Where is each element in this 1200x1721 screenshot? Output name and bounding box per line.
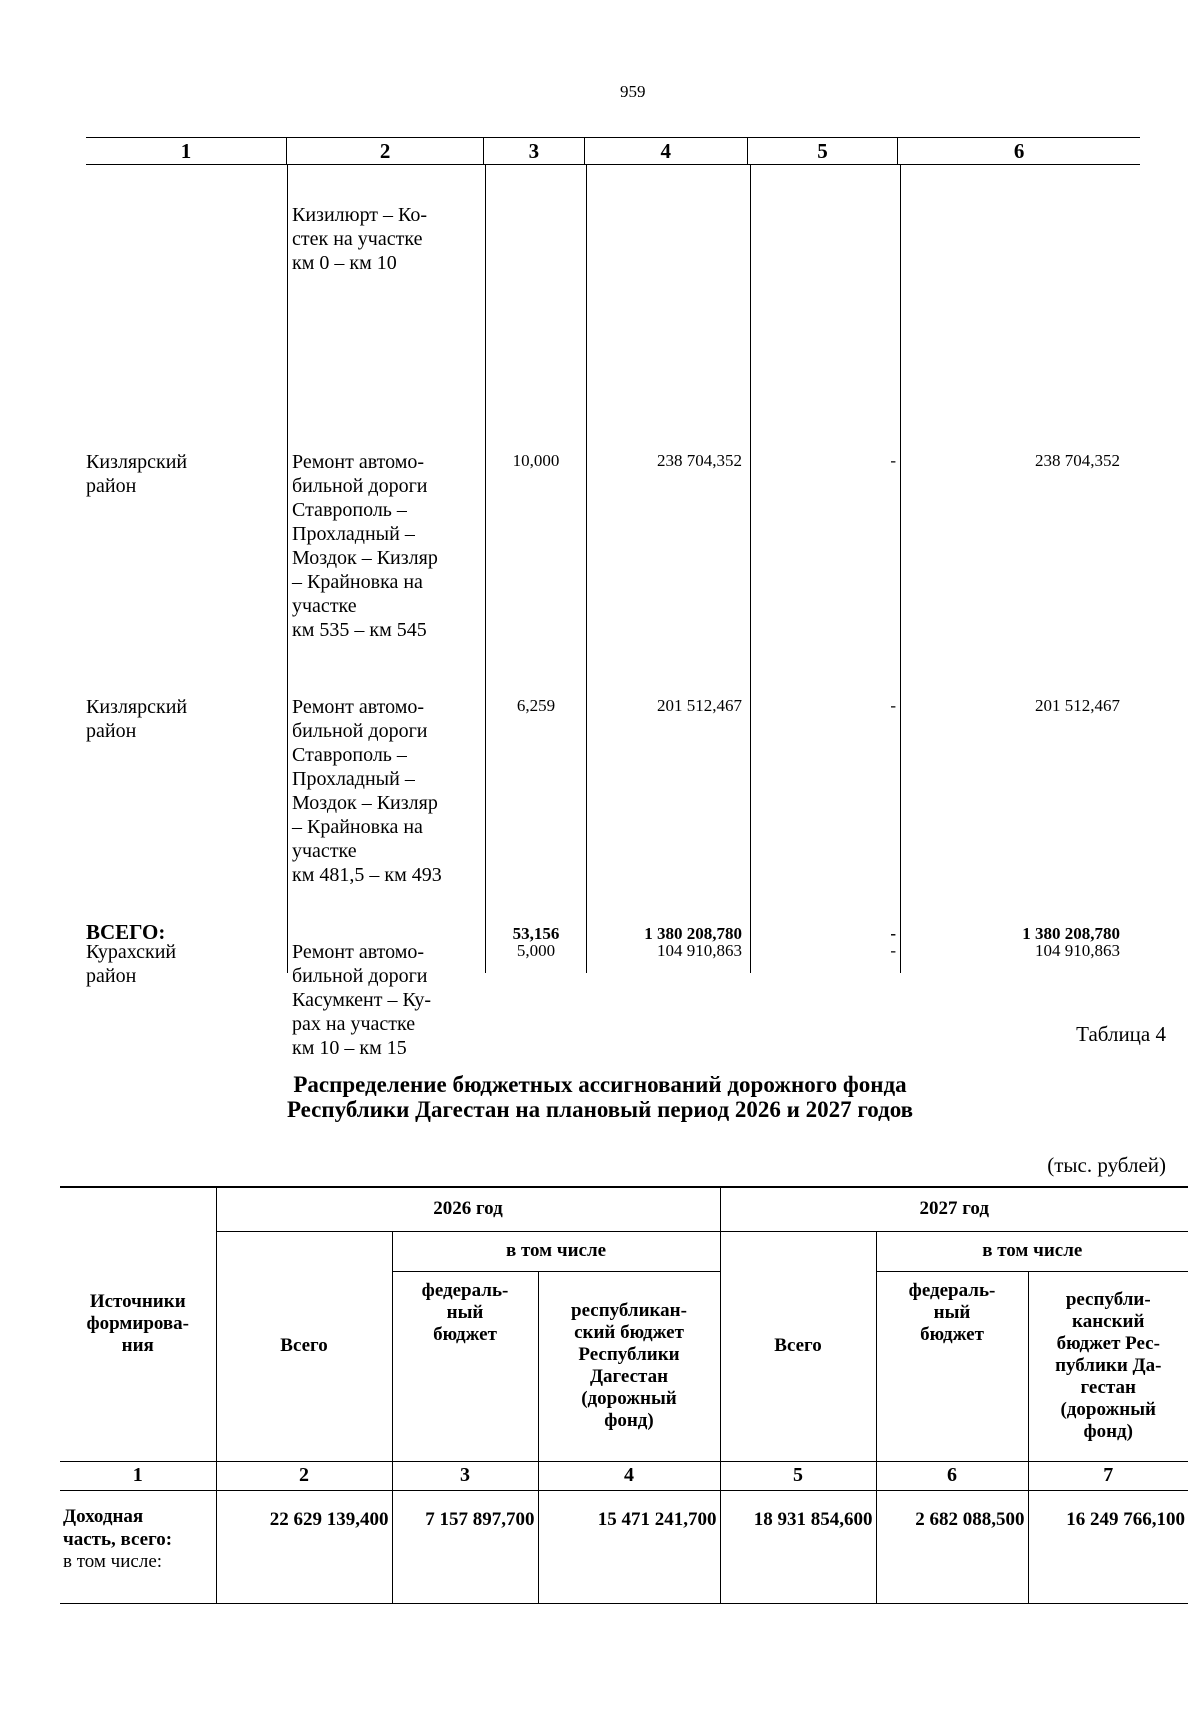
value-cell xyxy=(538,1551,720,1604)
length-cell: 5,000 xyxy=(516,941,556,960)
value-cell xyxy=(1028,1551,1188,1604)
total-2027-header: Всего xyxy=(720,1231,876,1461)
republic-cell: 201 512,467 xyxy=(1035,696,1120,715)
value-cell xyxy=(216,1551,392,1604)
year-2026-header: 2026 год xyxy=(216,1187,720,1231)
column-number: 2 xyxy=(216,1461,392,1490)
total-sum-cell: 1 380 208,780 xyxy=(644,924,742,943)
value-cell: 7 157 897,700 xyxy=(392,1490,538,1551)
column-number: 6 xyxy=(897,138,1140,164)
republic-2026-header: республикан- ский бюджет Республики Дагестан (дорожный фонд) xyxy=(538,1271,720,1461)
column-number: 5 xyxy=(720,1461,876,1490)
column-number: 3 xyxy=(483,138,584,164)
units-label: (тыс. рублей) xyxy=(1047,1153,1166,1177)
district-cell: Курахский район xyxy=(86,941,177,987)
table-row xyxy=(60,1551,1188,1604)
federal-cell: - xyxy=(890,696,896,715)
value-cell xyxy=(876,1551,1028,1604)
page-number: 959 xyxy=(620,82,646,101)
table-row xyxy=(60,1490,1188,1551)
subrow-label: в том числе: xyxy=(60,1551,216,1604)
column-number: 1 xyxy=(60,1461,216,1490)
column-divider xyxy=(485,918,486,956)
value-cell: 2 682 088,500 xyxy=(876,1490,1028,1551)
total-2026-header: Всего xyxy=(216,1231,392,1461)
column-number-header xyxy=(86,137,1140,165)
budget-allocation-table xyxy=(60,1186,1188,1604)
total-cell: 104 910,863 xyxy=(657,941,742,960)
federal-2026-header: федераль- ный бюджет xyxy=(392,1271,538,1461)
total-label: ВСЕГО: xyxy=(86,920,166,944)
column-number: 2 xyxy=(286,138,483,164)
column-number: 7 xyxy=(1028,1461,1188,1490)
road-description-cell: Кизилюрт – Ко- стек на участке км 0 – км 10 xyxy=(292,204,428,274)
road-description-cell: Ремонт автомо- бильной дороги Ставрополь – Прохладный – Моздок – Кизляр – Крайновка на участке км 535 – км 545 xyxy=(292,451,438,641)
republic-cell: 238 704,352 xyxy=(1035,451,1120,470)
table-title: Распределение бюджетных ассигнований дорожного фонда Республики Дагестан на плановый период 2026 и 2027 годов xyxy=(286,1072,914,1122)
column-number: 3 xyxy=(392,1461,538,1490)
value-cell: 16 249 766,100 xyxy=(1028,1490,1188,1551)
federal-cell: - xyxy=(890,451,896,470)
republic-cell: 104 910,863 xyxy=(1035,941,1120,960)
value-cell: 18 931 854,600 xyxy=(720,1490,876,1551)
road-description-cell: Ремонт автомо- бильной дороги Касумкент – Ку- рах на участке км 10 – км 15 xyxy=(292,941,431,1059)
total-cell: 201 512,467 xyxy=(657,696,742,715)
value-cell xyxy=(392,1551,538,1604)
source-header: Источники формирова- ния xyxy=(60,1187,216,1461)
district-cell: Кизлярский район xyxy=(86,451,188,497)
road-description-cell: Ремонт автомо- бильной дороги Ставрополь – Прохладный – Моздок – Кизляр – Крайновка на участке км 481,5 – км 493 xyxy=(292,696,442,886)
total-row xyxy=(86,920,1140,960)
total-cell: 238 704,352 xyxy=(657,451,742,470)
length-cell: 10,000 xyxy=(512,451,560,470)
column-number: 6 xyxy=(876,1461,1028,1490)
source-cell: Доходная часть, всего: xyxy=(60,1490,216,1551)
including-2026-header: в том числе xyxy=(392,1231,720,1271)
table-label: Таблица 4 xyxy=(1076,1022,1166,1046)
column-divider xyxy=(900,165,901,973)
federal-cell: - xyxy=(890,941,896,960)
column-number: 1 xyxy=(180,139,192,163)
value-cell: 22 629 139,400 xyxy=(216,1490,392,1551)
including-2027-header: в том числе xyxy=(876,1231,1188,1271)
federal-2027-header: федераль- ный бюджет xyxy=(876,1271,1028,1461)
year-2027-header: 2027 год xyxy=(720,1187,1188,1231)
column-number: 5 xyxy=(747,138,897,164)
total-republic-cell: 1 380 208,780 xyxy=(1022,924,1120,943)
total-federal-cell: - xyxy=(890,924,896,943)
column-number: 4 xyxy=(584,138,747,164)
column-divider xyxy=(750,165,751,973)
column-divider xyxy=(485,165,486,973)
value-cell: 15 471 241,700 xyxy=(538,1490,720,1551)
total-length-cell: 53,156 xyxy=(512,924,560,943)
column-number: 4 xyxy=(538,1461,720,1490)
district-cell: Кизлярский район xyxy=(86,696,188,742)
column-divider xyxy=(586,165,587,973)
republic-2027-header: республи- канский бюджет Рес- публики Да- гестан (дорожный фонд) xyxy=(1028,1271,1188,1461)
length-cell: 6,259 xyxy=(516,696,556,715)
value-cell xyxy=(720,1551,876,1604)
column-divider xyxy=(287,165,288,973)
